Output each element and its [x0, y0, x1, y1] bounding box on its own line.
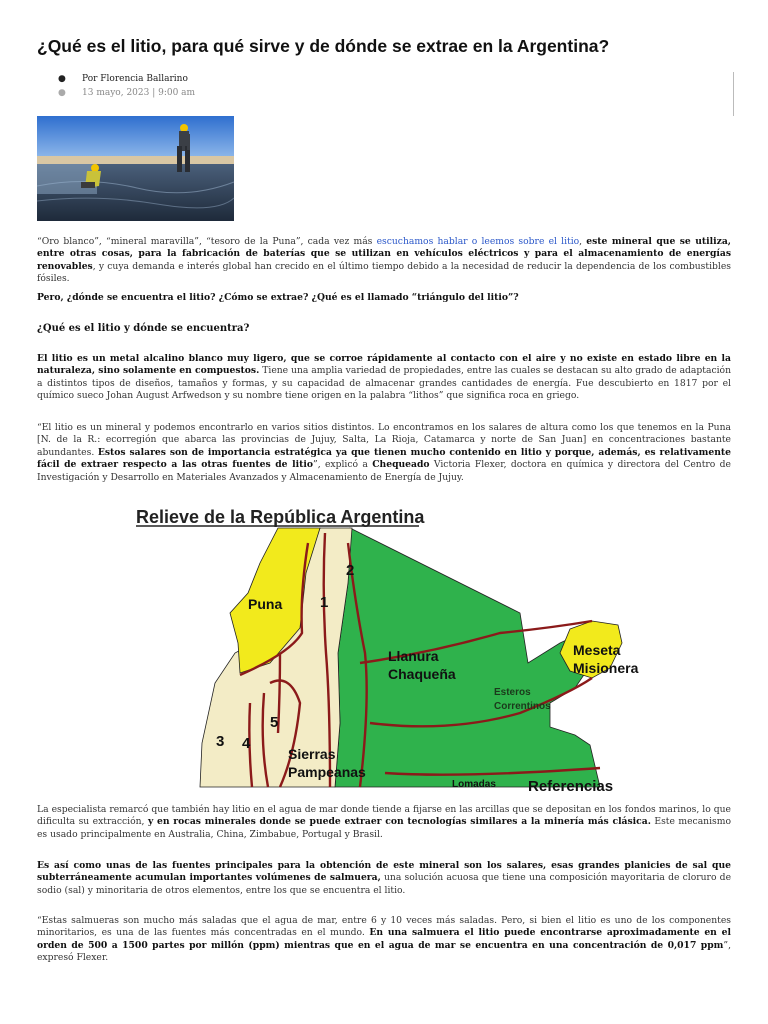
bullet-icon: ● — [58, 74, 66, 84]
label-number-3: 3 — [216, 733, 225, 750]
label-misionera: Misionera — [573, 660, 639, 676]
source-name: Chequeado — [372, 459, 430, 471]
bullet-icon: ● — [58, 88, 66, 98]
questions-paragraph — [37, 292, 731, 304]
label-sierras: Sierras — [288, 746, 336, 762]
text-run: , y cuya demanda e interés global han crecido en el último tiempo debido a la necesidad de reducir la dependencia de los combustibles fósiles. — [37, 260, 731, 285]
author-item[interactable] — [58, 72, 195, 86]
label-puna: Puna — [248, 596, 283, 612]
bold-run: Estos salares son de importancia estratégica ya que tienen mucho contenido en litio y porque, además, es relativamente fácil de extraer respecto a las otras fuentes de litio — [37, 446, 731, 471]
relief-map — [130, 503, 639, 795]
label-chaquena: Chaqueña — [388, 666, 456, 682]
label-llanura: Llanura — [388, 648, 439, 664]
intro-paragraph — [37, 236, 731, 286]
map-title: Relieve de la República Argentina — [136, 507, 425, 527]
inline-link[interactable]: escuchamos hablar o leemos sobre el litio — [376, 236, 580, 247]
text-run: , — [579, 236, 587, 247]
bold-run: Es así como unas de las fuentes principales para la obtención de este mineral son los salares, esas grandes planicies de sal que subterráneamente acumulan importantes volúmenes de salmuera, — [37, 860, 731, 884]
text-run: “Estas salmueras son mucho más saladas que el agua de mar, entre 6 y 10 veces más saladas. Pero, si bien el litio es uno de los componentes minoritarios, es una de las fuentes más concentradas en el mundo. — [37, 915, 731, 939]
text-run: La especialista remarcó que también hay litio en el agua de mar donde tiende a fijarse en las arcillas que se depositan en los fondos marinos, lo que dificulta su extracción, — [37, 804, 731, 828]
label-pampeanas: Pampeanas — [288, 764, 366, 780]
label-lomadas: Lomadas — [452, 779, 496, 790]
publish-date: 13 mayo, 2023 | 9:00 am — [82, 88, 196, 98]
divider — [733, 72, 734, 116]
text-run: Victoria Flexer, doctora en química y directora del Centro de Investigación y Desarrollo en Materiales Avanzados y Almacenamiento de Energía de Jujuy. — [37, 459, 731, 483]
text-run: ”, expresó Flexer. — [37, 939, 731, 964]
text-run: “El litio es un mineral y podemos encontrarlo en varios sitios distintos. Lo encontramos en los salares de altura como los que tenemos en la Puna [N. de la R.: ecorregión que abarca las provincias de Jujuy, Salta, La Rioja, Catamarca y norte de San Juan] en concentraciones bastante abundantes. — [37, 422, 731, 458]
label-number-2: 2 — [346, 562, 355, 579]
date-item — [58, 86, 195, 100]
label-number-1: 1 — [320, 594, 329, 611]
text-run: Este mecanismo es usado principalmente en Australia, China, Zimbabue, Portugal y Brasil. — [37, 816, 731, 840]
label-number-5: 5 — [270, 714, 279, 731]
heading-text: ¿Qué es el litio y dónde se encuentra? — [37, 323, 250, 334]
text-run: una solución acuosa que tiene una composición mayoritaria de cloruro de sodio (sal) y minoritaria de otros elementos, entre los que se encuentra el litio. — [37, 872, 732, 896]
sea-paragraph — [37, 804, 731, 841]
map-graphic — [130, 503, 639, 795]
text-run: Tiene una amplia variedad de propiedades, entre las cuales se destacan su alto grado de adaptación a distintos tipos de diseños, tamaños y formas, y su capacidad de almacenar grandes cantidades de energía. Fue descubierto en 1817 por el químico sueco Johan August Arfwedson y su nombre tiene origen en la palabra “lithos” que significa roca en griego. — [37, 365, 731, 402]
article-meta — [58, 72, 195, 100]
salares-paragraph — [37, 860, 731, 897]
bold-run: este mineral que se utiliza, entre otras cosas, para la fabricación de baterías que se utilizan en vehículos eléctricos y para el almacenamiento de energías renovables — [37, 236, 731, 272]
label-correntinos: Correntinos — [494, 701, 551, 712]
label-esteros: Esteros — [494, 687, 531, 698]
brine-paragraph — [37, 915, 731, 965]
section-heading — [37, 323, 731, 335]
text-run: “Oro blanco”, “mineral maravilla”, “tesoro de la Puna”, cada vez más — [37, 236, 377, 247]
author-name[interactable]: Por Florencia Ballarino — [82, 74, 188, 84]
bold-run: Pero, ¿dónde se encuentra el litio? ¿Cómo se extrae? ¿Qué es el llamado “triángulo del litio”? — [37, 292, 519, 303]
text-run: ”, explicó a — [313, 459, 373, 471]
definition-paragraph — [37, 353, 731, 403]
article-title: ¿Qué es el litio, para qué sirve y de dónde se extrae en la Argentina? — [37, 36, 610, 56]
label-number-4: 4 — [242, 735, 251, 752]
quote-paragraph — [37, 422, 731, 484]
bold-run: El litio es un metal alcalino blanco muy ligero, que se corroe rápidamente al contacto con el aire y no existe en estado libre en la naturaleza, sino solamente en compuestos. — [37, 353, 731, 377]
label-meseta: Meseta — [573, 642, 621, 658]
bold-run: y en rocas minerales donde se puede extraer con tecnologías similares a la minería más clásica. — [147, 816, 651, 828]
bold-run: En una salmuera el litio puede encontrarse aproximadamente en el orden de 500 a 1500 partes por millón (ppm) mientras que en el agua de mar se encuentra en una concentración de 0,017 ppm — [37, 927, 731, 951]
article-photo — [37, 116, 234, 221]
label-referencias: Referencias — [528, 778, 614, 795]
